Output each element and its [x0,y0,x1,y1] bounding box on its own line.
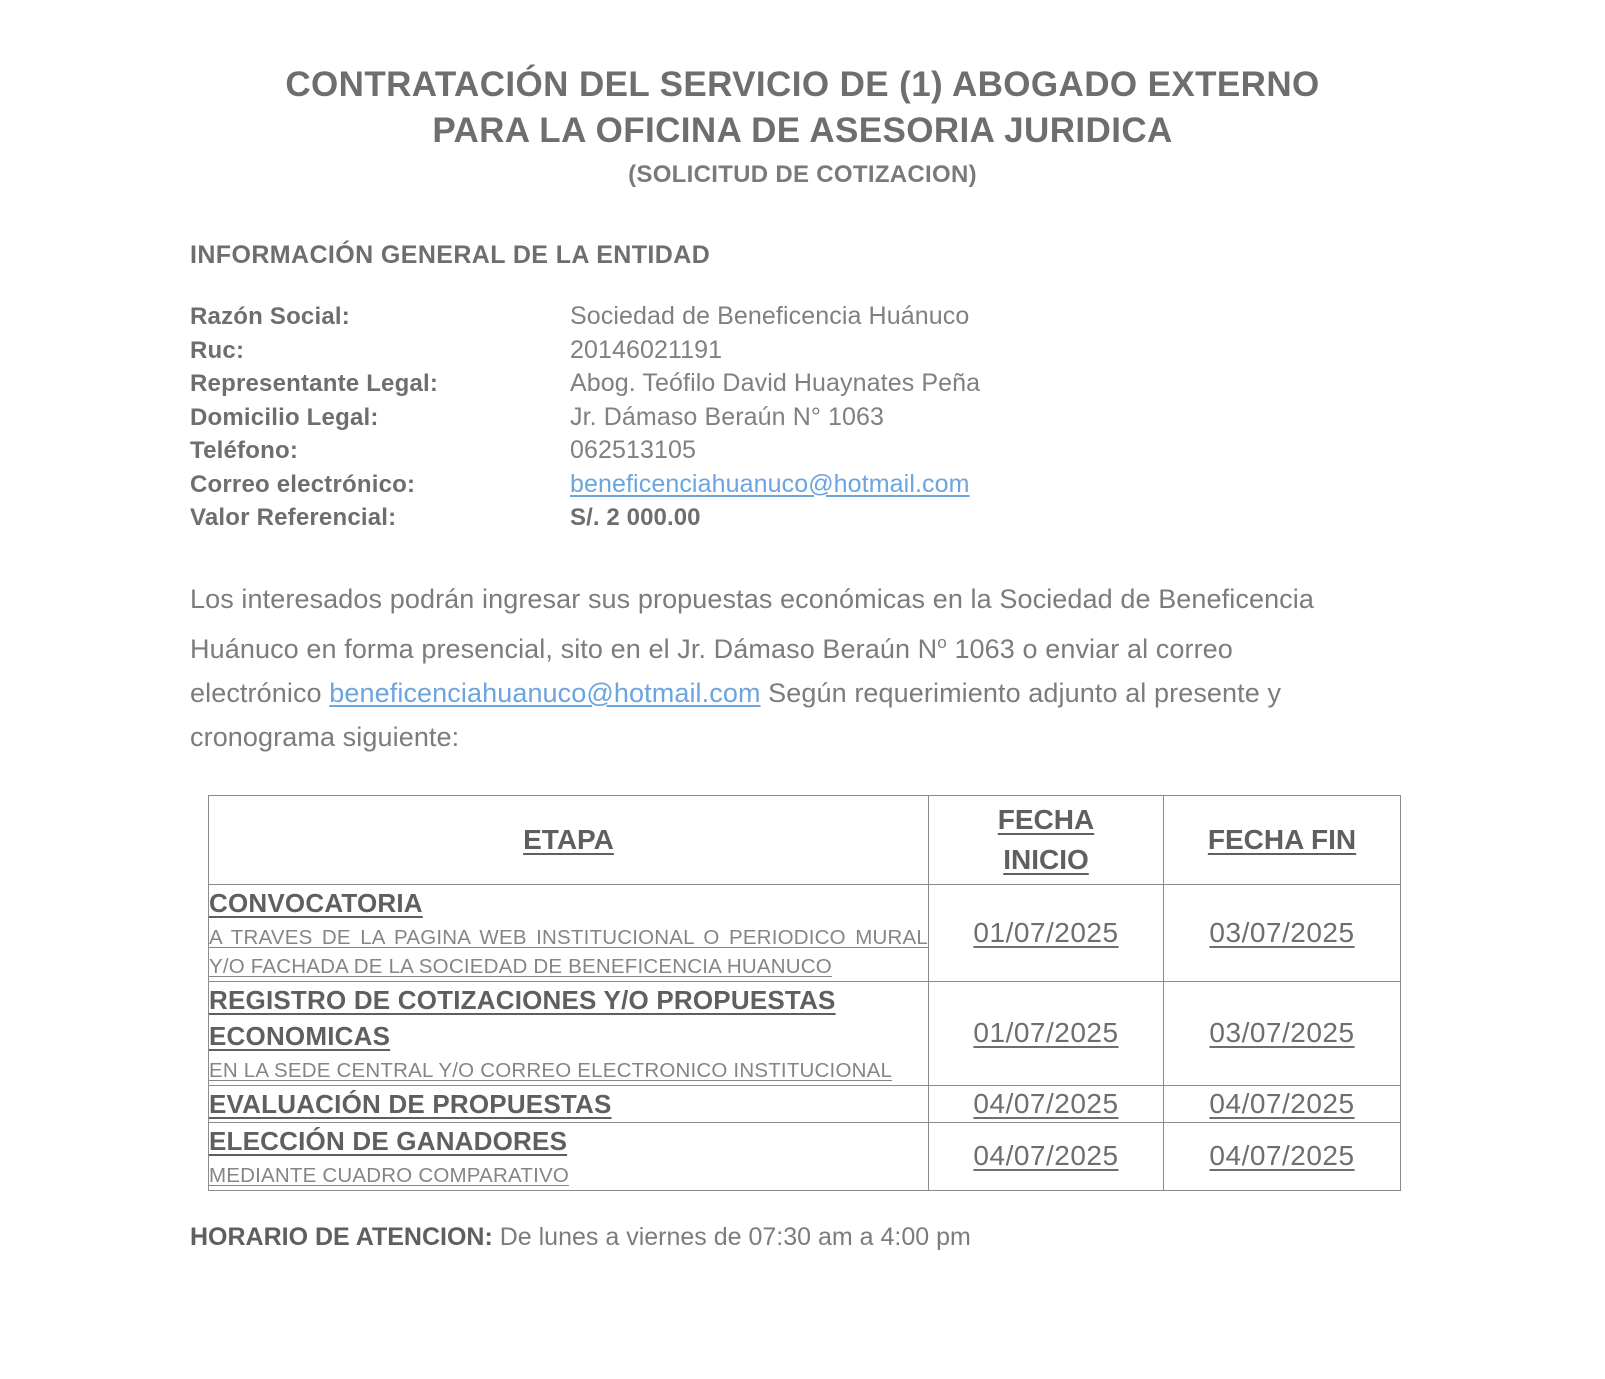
document-subtitle: (SOLICITUD DE COTIZACION) [628,161,977,188]
etapa-title: EVALUACIÓN DE PROPUESTAS [209,1088,612,1119]
fecha-inicio-value: 04/07/2025 [973,1087,1119,1119]
etapa-cell [209,884,929,981]
title-line-1: CONTRATACIÓN DEL SERVICIO DE (1) ABOGADO EXTERNO [285,65,1320,104]
info-value-email-cell [570,468,980,502]
paragraph-email-link[interactable]: beneficenciahuanuco@hotmail.com [329,677,761,708]
entity-info-table [190,300,980,535]
column-header-etapa-label: ETAPA [523,823,614,855]
fecha-fin-value: 04/07/2025 [1209,1087,1355,1119]
fecha-fin-value: 03/07/2025 [1209,916,1355,948]
info-label: Ruc: [190,336,245,364]
info-value: 20146021191 [570,335,723,364]
fecha-fin-cell [1164,981,1401,1085]
email-link[interactable]: beneficenciahuanuco@hotmail.com [570,469,970,498]
etapa-description: MEDIANTE CUADRO COMPARATIVO [209,1163,569,1187]
info-row-domicilio-legal [190,401,980,435]
fecha-fin-value: 04/07/2025 [1209,1140,1355,1171]
schedule-table-wrapper [208,795,1400,1191]
fecha-inicio-cell [929,1122,1164,1190]
fecha-inicio-value: 01/07/2025 [973,916,1119,948]
info-label: Razón Social: [190,303,350,330]
etapa-description: A TRAVES DE LA PAGINA WEB INSTITUCIONAL O PERIODICO MURAL Y/O FACHADA DE LA SOCIEDAD DE BENEFICENCIA HUANUCO [209,925,928,978]
info-value: Sociedad de Beneficencia Huánuco [570,302,970,330]
info-row-ruc [190,334,980,368]
schedule-table [208,795,1401,1191]
section-heading-entity-info: INFORMACIÓN GENERAL DE LA ENTIDAD [190,241,711,269]
column-header-fecha-inicio [929,795,1164,884]
etapa-title: CONVOCATORIA [209,887,423,918]
etapa-cell [209,1122,929,1190]
paragraph-ordinal-superscript: o [937,632,947,652]
paragraph-part-2: 1063 o enviar al correo electrónico [190,633,1233,708]
table-row [209,884,1401,981]
title-line-2: PARA LA OFICINA DE ASESORIA JURIDICA [432,110,1173,150]
info-label: Domicilio Legal: [190,403,379,431]
info-row-valor-referencial [190,501,980,535]
attention-hours-footer [190,1223,1605,1252]
info-value: Jr. Dámaso Beraún N° 1063 [570,402,885,431]
fecha-inicio-cell [929,981,1164,1085]
info-row-correo-electronico [190,468,980,502]
info-label: Teléfono: [190,437,299,464]
schedule-header-row [209,795,1401,884]
info-label: Correo electrónico: [190,470,416,498]
fecha-inicio-cell [929,1085,1164,1122]
fecha-fin-cell [1164,884,1401,981]
info-row-telefono [190,434,980,468]
paragraph-part-3: Según requerimiento adjunto al presente y cronograma siguiente: [190,677,1282,752]
etapa-description: EN LA SEDE CENTRAL Y/O CORREO ELECTRONICO INSTITUCIONAL [209,1058,893,1082]
info-label: Valor Referencial: [190,504,397,531]
attention-hours-value: De lunes a viernes de 07:30 am a 4:00 pm [492,1222,971,1251]
fecha-fin-value: 03/07/2025 [1209,1017,1355,1048]
column-header-fecha-fin [1164,795,1401,884]
etapa-title: REGISTRO DE COTIZACIONES Y/O PROPUESTAS ECONOMICAS [209,984,836,1051]
column-header-fecha-inicio-line1: FECHA [997,803,1095,835]
fecha-inicio-cell [929,884,1164,981]
etapa-cell [209,981,929,1085]
info-value: S/. 2 000.00 [570,504,701,531]
attention-hours-label: HORARIO DE ATENCION: [190,1222,493,1251]
column-header-fecha-fin-label: FECHA FIN [1207,823,1357,855]
etapa-title: ELECCIÓN DE GANADORES [209,1125,568,1156]
column-header-fecha-inicio-line2: INICIO [1003,843,1089,875]
column-header-etapa [209,795,929,884]
info-label: Representante Legal: [190,370,439,397]
etapa-cell [209,1085,929,1122]
table-row [209,981,1401,1085]
fecha-fin-cell [1164,1122,1401,1190]
table-row [209,1085,1401,1122]
info-value: 062513105 [570,436,697,464]
fecha-inicio-value: 01/07/2025 [973,1017,1119,1048]
intro-paragraph [190,577,1355,759]
document-title-block [0,0,1605,189]
info-row-representante-legal [190,367,980,401]
info-row-razon-social [190,300,980,334]
info-value: Abog. Teófilo David Huaynates Peña [570,369,981,397]
paragraph-part-1: Los interesados podrán ingresar sus propuestas económicas en la Sociedad de Beneficencia Huánuco en forma presencial, sito en el Jr. Dámaso Beraún N [190,583,1314,664]
table-row [209,1122,1401,1190]
fecha-inicio-value: 04/07/2025 [973,1140,1119,1171]
fecha-fin-cell [1164,1085,1401,1122]
